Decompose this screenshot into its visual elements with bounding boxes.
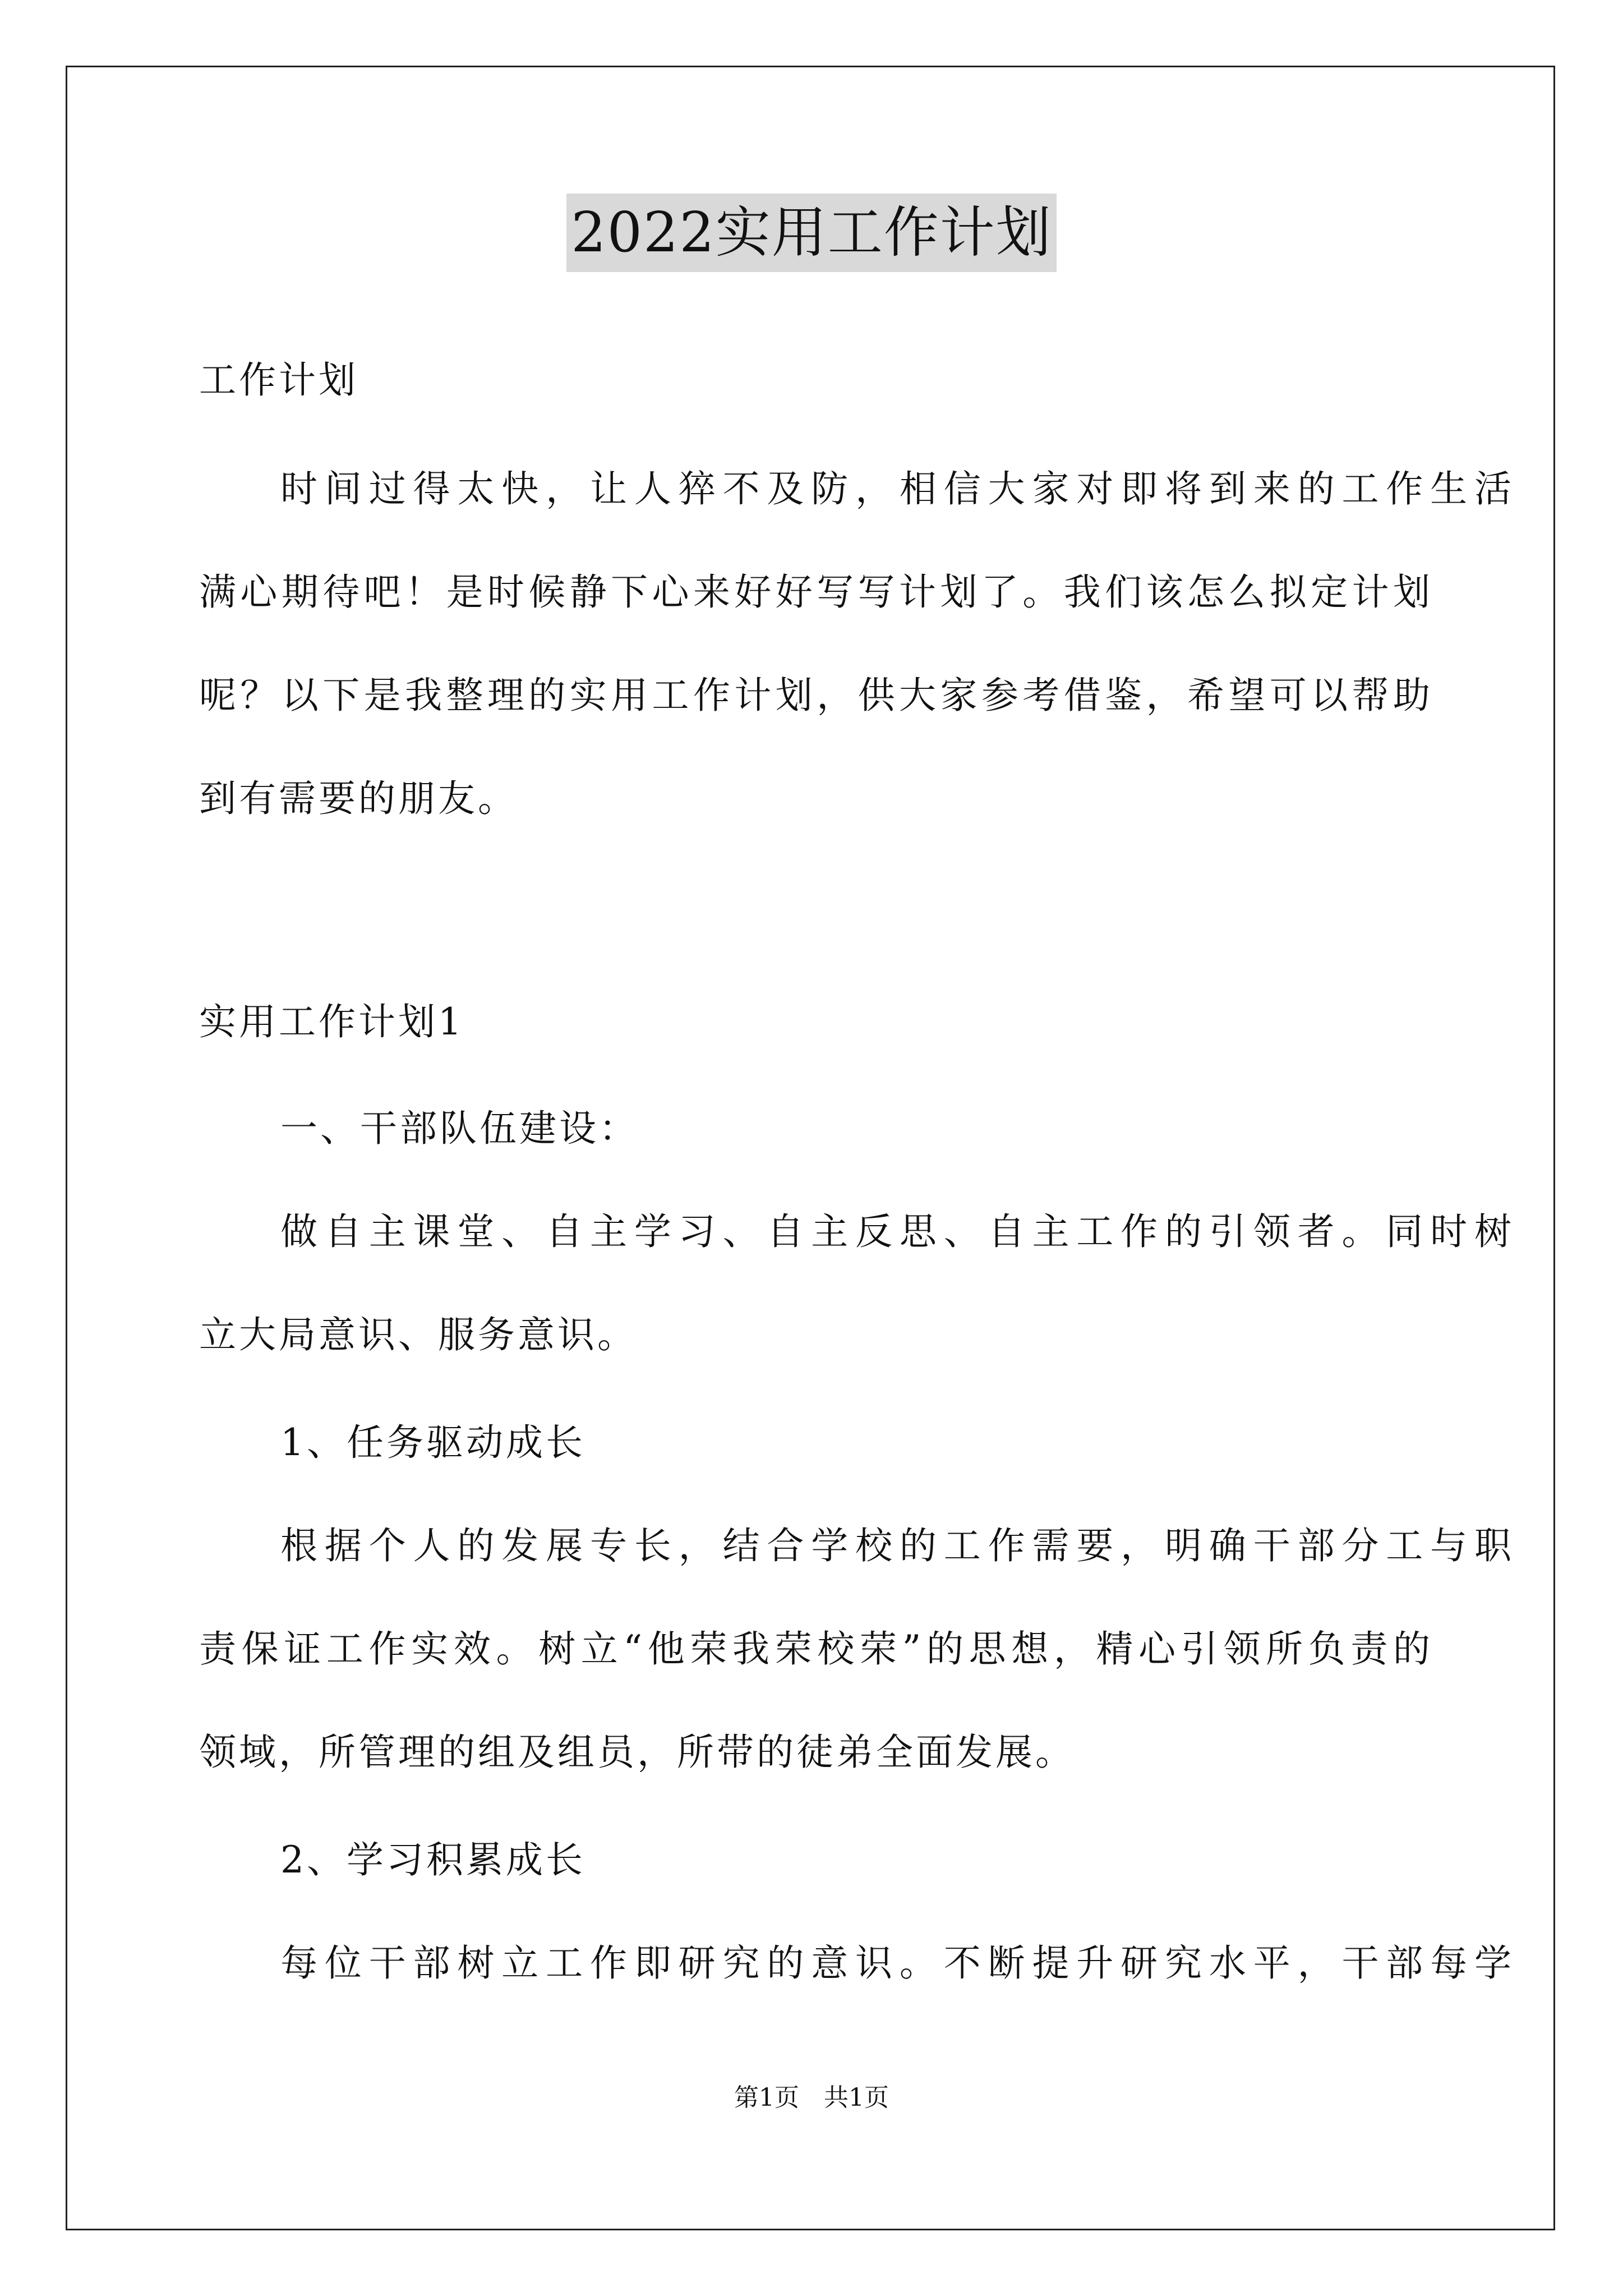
section-heading: 实用工作计划1 [199,1000,464,1043]
paragraph-line: 立大局意识、服务意识。 [199,1313,637,1356]
title-container [0,194,1623,272]
subsection-heading: 1、任务驱动成长 [280,1421,585,1464]
paragraph-line: 每位干部树立工作即研究的意识。不断提升研究水平，干部每学 [280,1941,1511,1985]
subsection-heading: 一、干部队伍建设： [280,1107,639,1150]
paragraph-line: 责保证工作实效。树立“他荣我荣校荣”的思想，精心引领所负责的 [199,1627,1430,1671]
paragraph-line: 到有需要的朋友。 [199,777,518,820]
section-heading: 工作计划 [199,358,358,402]
paragraph-line: 时间过得太快，让人猝不及防，相信大家对即将到来的工作生活 [280,467,1511,510]
paragraph-line: 呢？以下是我整理的实用工作计划，供大家参考借鉴，希望可以帮助 [199,674,1430,717]
paragraph-line: 领域，所管理的组及组员，所带的徒弟全面发展。 [199,1731,1075,1774]
document-title: 2022实用工作计划 [566,194,1056,272]
page-footer: 第1页 共1页 [734,2083,889,2112]
subsection-heading: 2、学习积累成长 [280,1838,585,1881]
paragraph-line: 做自主课堂、自主学习、自主反思、自主工作的引领者。同时树 [280,1210,1511,1253]
paragraph-line: 根据个人的发展专长，结合学校的工作需要，明确干部分工与职 [280,1524,1511,1567]
paragraph-line: 满心期待吧！是时候静下心来好好写写计划了。我们该怎么拟定计划 [199,570,1430,614]
